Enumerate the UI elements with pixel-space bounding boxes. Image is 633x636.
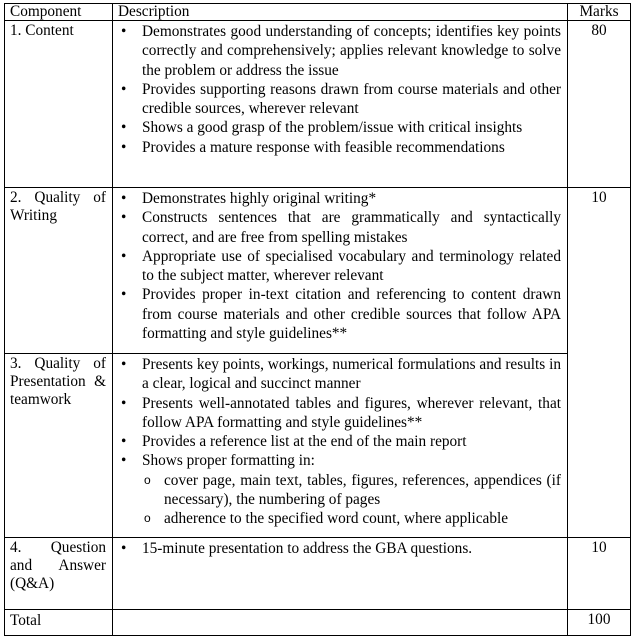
bullet-list (113, 21, 567, 161)
marks-cell: 10 (568, 188, 631, 538)
list-item (113, 451, 561, 528)
bullet-list (113, 538, 567, 562)
marks-cell: 80 (568, 21, 631, 188)
sub-bullet-list (142, 471, 561, 529)
sub-list-item: o cover page, main text, tables, figures, references, appendices (if necessary), the numbering of pages (142, 471, 561, 510)
rubric-table (4, 3, 631, 636)
table-row (5, 188, 631, 354)
total-description-cell (113, 610, 568, 636)
header-marks: Marks (568, 4, 631, 21)
component-cell (5, 21, 113, 188)
sub-list-item: o adherence to the specified word count, where applicable (142, 509, 561, 528)
table-row (5, 354, 631, 538)
list-item: • 15-minute presentation to address the GBA questions. (113, 539, 561, 558)
header-description: Description (113, 4, 568, 21)
description-cell (113, 538, 568, 610)
component-cell (5, 538, 113, 610)
list-item: • Demonstrates good understanding of concepts; identifies key points correctly and comprehensively; applies relevant knowledge to solve the problem or address the issue (113, 22, 561, 80)
list-item: • Shows a good grasp of the problem/issue with critical insights (113, 118, 561, 137)
description-cell (113, 188, 568, 354)
component-label: 1. Content (10, 22, 74, 39)
list-item: • Provides a reference list at the end of the main report (113, 432, 561, 451)
list-item: • Provides a mature response with feasible recommendations (113, 138, 561, 157)
list-item: • Provides supporting reasons drawn from course materials and other credible sources, wherever relevant (113, 80, 561, 119)
component-label: 4. Question and Answer (Q&A) (10, 539, 106, 592)
description-cell (113, 21, 568, 188)
component-cell (5, 354, 113, 538)
total-row (5, 610, 631, 636)
list-item: • Appropriate use of specialised vocabulary and terminology related to the subject matter, wherever relevant (113, 247, 561, 286)
total-marks: 100 (568, 610, 631, 636)
table-row (5, 538, 631, 610)
list-item-text: Shows proper formatting in: (142, 452, 315, 470)
table-row (5, 21, 631, 188)
list-item: • Presents well-annotated tables and figures, wherever relevant, that follow APA formatting and style guidelines** (113, 394, 561, 433)
component-label: 3. Quality of Presentation & teamwork (10, 355, 106, 408)
total-label: Total (5, 610, 113, 636)
bullet-list (113, 188, 567, 347)
header-row (5, 4, 631, 21)
component-label: 2. Quality of Writing (10, 189, 106, 224)
list-item: • Demonstrates highly original writing* (113, 189, 561, 208)
description-cell (113, 354, 568, 538)
list-item: • Presents key points, workings, numerical formulations and results in a clear, logical and succinct manner (113, 355, 561, 394)
bullet-list (113, 354, 567, 533)
component-cell (5, 188, 113, 354)
header-component: Component (5, 4, 113, 21)
marks-cell: 10 (568, 538, 631, 610)
list-item: • Constructs sentences that are grammatically and syntactically correct, and are free from spelling mistakes (113, 208, 561, 247)
list-item: • Provides proper in-text citation and referencing to content drawn from course materials and other credible sources that follow APA formatting and style guidelines** (113, 285, 561, 343)
